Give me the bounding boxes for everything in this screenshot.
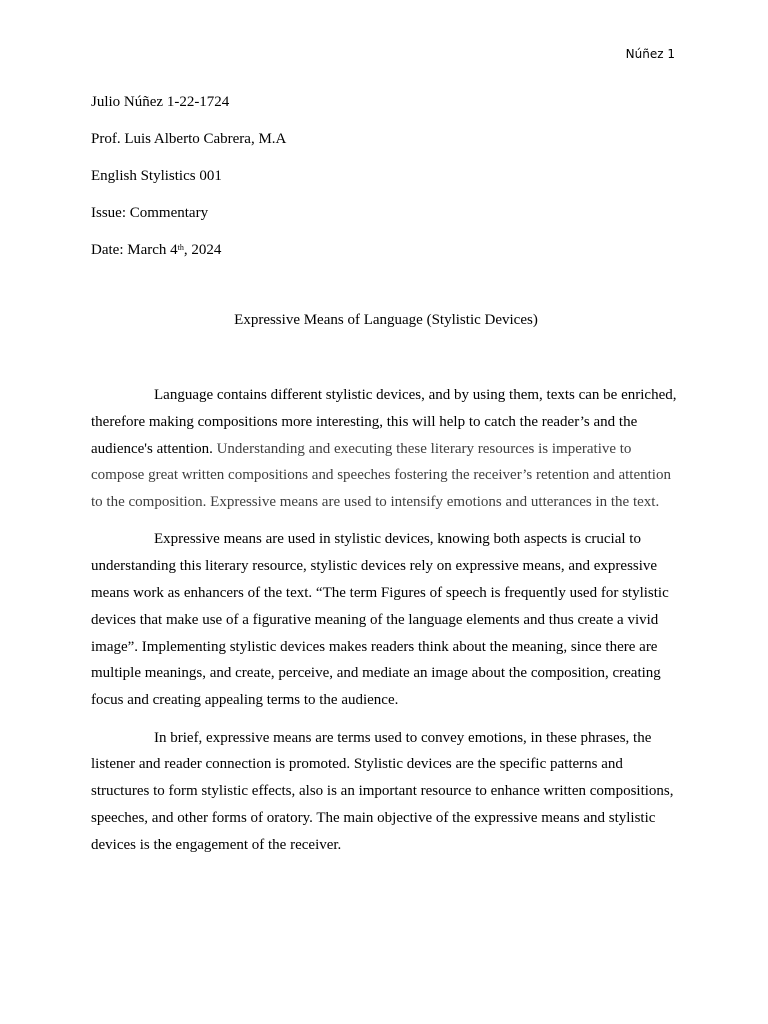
course-line: English Stylistics 001 (91, 168, 222, 184)
date-line (91, 240, 681, 260)
student-name-line: Julio Núñez 1-22-1724 (91, 94, 230, 110)
professor-line: Prof. Luis Alberto Cabrera, M.A (91, 131, 287, 147)
date-prefix: Date: March 4 (91, 242, 178, 258)
document-title: Expressive Means of Language (Stylistic Devices) (234, 312, 538, 328)
date-ordinal-suffix: th (177, 243, 184, 252)
paragraph-1 (91, 382, 681, 516)
date-suffix: , 2024 (183, 242, 222, 258)
issue-line: Issue: Commentary (91, 205, 209, 221)
page-header-label: Núñez 1 (625, 47, 675, 61)
document-body (91, 92, 681, 869)
paragraph-1-part-a: Language contains different stylistic devices, and by using them, texts can be enriched, therefore making compositions more interesting, this will help to catch the reader’s and the audience's attention. (91, 387, 677, 457)
paragraph-2: Expressive means are used in stylistic devices, knowing both aspects is crucial to understanding this literary resource, stylistic devices rely on expressive means, and expressive means work as enhancers of the text. “The term Figures of speech is frequently used for stylistic devices that make use of a figurative meaning of the language elements and thus create a vivid image”. Implementing stylistic devices makes readers think about the meaning, since there are multiple meanings, and create, perceive, and mediate an image about the composition, creating focus and creating appealing terms to the audience. (91, 531, 669, 709)
paragraph-3: In brief, expressive means are terms used to convey emotions, in these phrases, the listener and reader connection is promoted. Stylistic devices are the specific patterns and structures to form stylistic effects, also is an important resource to enhance written compositions, speeches, and other forms of oratory. The main objective of the expressive means and stylistic devices is the engagement of the receiver. (91, 729, 674, 853)
paragraph-1-part-b: Understanding and executing these literary resources is imperative to compose great written compositions and speeches fostering the receiver’s retention and attention to the composition. Expressive means are used to intensify emotions and utterances in the text. (91, 440, 671, 511)
